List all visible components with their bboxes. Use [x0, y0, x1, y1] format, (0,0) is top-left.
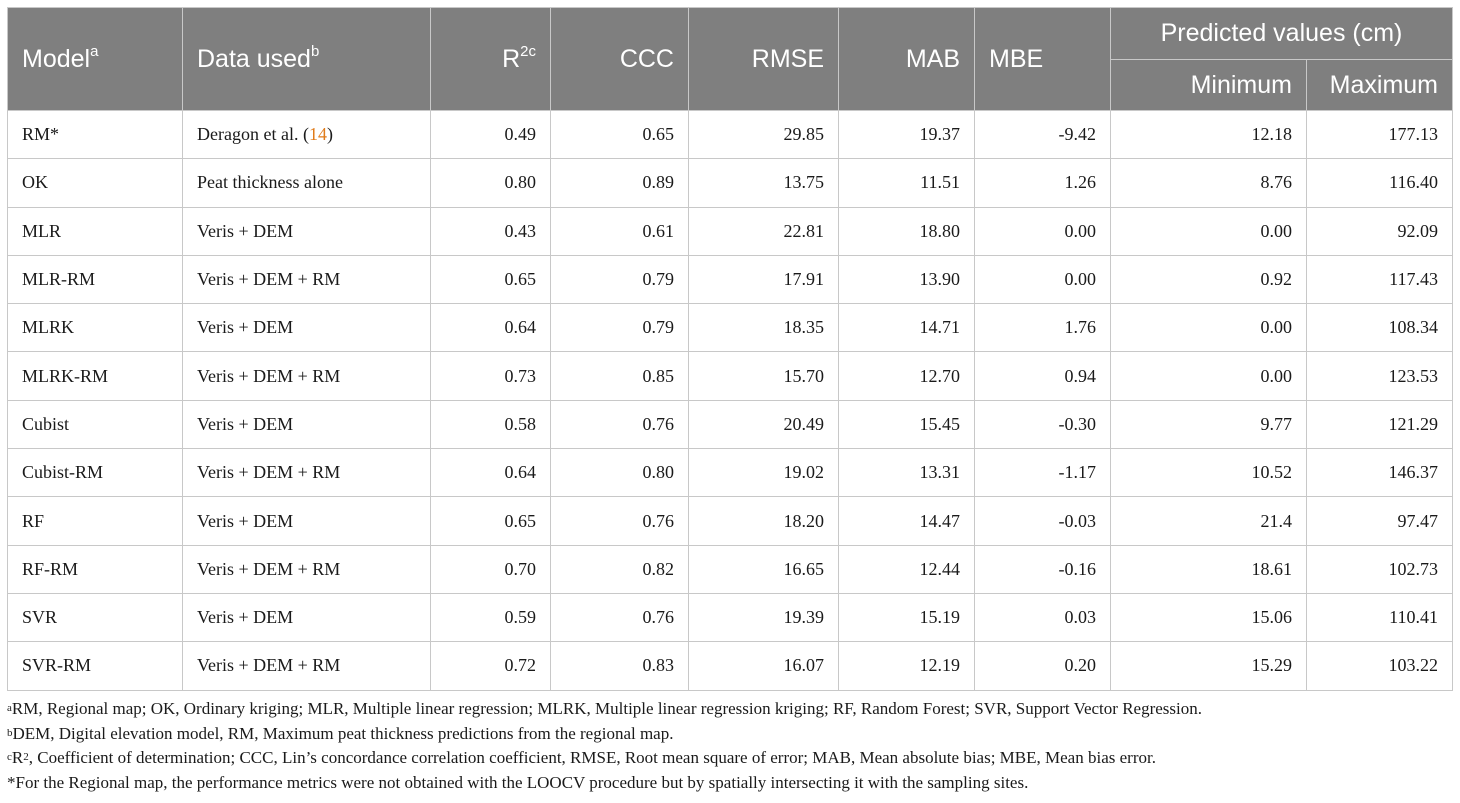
- cell-mbe: -0.30: [975, 400, 1111, 448]
- cell-maximum: 102.73: [1307, 545, 1453, 593]
- cell-r2: 0.64: [431, 449, 551, 497]
- footnote-c-r-exponent: 2: [23, 751, 29, 763]
- cell-maximum: 92.09: [1307, 207, 1453, 255]
- footnote-b-text: DEM, Digital elevation model, RM, Maximum peat thickness predictions from the regional map.: [12, 723, 674, 743]
- cell-data-used: Veris + DEM + RM: [183, 352, 431, 400]
- cell-mab: 12.19: [839, 642, 975, 690]
- cell-minimum: 0.00: [1111, 207, 1307, 255]
- cell-rmse: 19.39: [689, 593, 839, 641]
- table-row: [8, 159, 1453, 207]
- cell-model: OK: [8, 159, 183, 207]
- cell-minimum: 18.61: [1111, 545, 1307, 593]
- cell-rmse: 22.81: [689, 207, 839, 255]
- header-minimum: Minimum: [1111, 60, 1307, 111]
- cell-ccc: 0.80: [551, 449, 689, 497]
- cell-r2: 0.59: [431, 593, 551, 641]
- header-predicted-values: Predicted values (cm): [1111, 8, 1453, 60]
- cell-ccc: 0.85: [551, 352, 689, 400]
- cell-data-used: Veris + DEM + RM: [183, 255, 431, 303]
- cell-mab: 13.90: [839, 255, 975, 303]
- cell-minimum: 0.92: [1111, 255, 1307, 303]
- cell-r2: 0.49: [431, 111, 551, 159]
- cell-ccc: 0.65: [551, 111, 689, 159]
- footnote-a-text: RM, Regional map; OK, Ordinary kriging; MLR, Multiple linear regression; MLRK, Multiple linear regression kriging; RF, Random Forest; SVR, Support Vector Regression.: [11, 699, 1202, 718]
- cell-mab: 13.31: [839, 449, 975, 497]
- cell-r2: 0.72: [431, 642, 551, 690]
- cell-mbe: 1.26: [975, 159, 1111, 207]
- cell-mbe: -1.17: [975, 449, 1111, 497]
- cell-data-used: Peat thickness alone: [183, 159, 431, 207]
- cell-rmse: 17.91: [689, 255, 839, 303]
- cell-rmse: 15.70: [689, 352, 839, 400]
- cell-mab: 14.71: [839, 304, 975, 352]
- header-data-used-label: Data used: [197, 44, 311, 73]
- cell-r2: 0.58: [431, 400, 551, 448]
- cell-rmse: 18.20: [689, 497, 839, 545]
- cell-mbe: -9.42: [975, 111, 1111, 159]
- cell-maximum: 117.43: [1307, 255, 1453, 303]
- header-r2: [431, 8, 551, 111]
- table-row: [8, 111, 1453, 159]
- table-row: [8, 207, 1453, 255]
- cell-minimum: 15.06: [1111, 593, 1307, 641]
- cell-ccc: 0.76: [551, 400, 689, 448]
- header-r2-label: R: [502, 44, 521, 73]
- cell-mab: 19.37: [839, 111, 975, 159]
- cell-rmse: 16.07: [689, 642, 839, 690]
- table-header: [8, 8, 1453, 111]
- header-mbe: MBE: [975, 8, 1111, 111]
- model-performance-table: [7, 7, 1453, 691]
- cell-mbe: 0.20: [975, 642, 1111, 690]
- footnote-a-marker: a: [7, 702, 12, 714]
- table-row: [8, 352, 1453, 400]
- cell-mab: 15.45: [839, 400, 975, 448]
- cell-rmse: 18.35: [689, 304, 839, 352]
- cell-mbe: 1.76: [975, 304, 1111, 352]
- cell-r2: 0.70: [431, 545, 551, 593]
- footnote-b: [7, 722, 1452, 747]
- cell-data-text-end: ): [326, 124, 333, 145]
- cell-model: MLR-RM: [8, 255, 183, 303]
- cell-r2: 0.80: [431, 159, 551, 207]
- header-model-footnote: a: [90, 42, 99, 60]
- table-row: [8, 449, 1453, 497]
- cell-minimum: 15.29: [1111, 642, 1307, 690]
- cell-data-used: Veris + DEM: [183, 400, 431, 448]
- footnote-a: [7, 697, 1452, 722]
- cell-mab: 15.19: [839, 593, 975, 641]
- footnote-c-r: R: [11, 748, 24, 767]
- header-mab: MAB: [839, 8, 975, 111]
- header-model-label: Model: [22, 44, 91, 73]
- header-ccc: CCC: [551, 8, 689, 111]
- cell-data-used: Veris + DEM + RM: [183, 545, 431, 593]
- cell-mbe: 0.94: [975, 352, 1111, 400]
- cell-model: RM*: [8, 111, 183, 159]
- cell-maximum: 146.37: [1307, 449, 1453, 497]
- cell-rmse: 29.85: [689, 111, 839, 159]
- cell-data-used: Veris + DEM: [183, 304, 431, 352]
- cell-model: MLRK: [8, 304, 183, 352]
- cell-r2: 0.65: [431, 255, 551, 303]
- cell-data-used: Veris + DEM: [183, 207, 431, 255]
- cell-r2: 0.64: [431, 304, 551, 352]
- cell-minimum: 0.00: [1111, 304, 1307, 352]
- table-row: [8, 255, 1453, 303]
- footnote-star: *For the Regional map, the performance metrics were not obtained with the LOOCV procedure but by spatially intersecting it with the sampling sites.: [7, 772, 1029, 792]
- cell-mab: 12.70: [839, 352, 975, 400]
- header-r2-footnote: 2c: [520, 42, 536, 60]
- cell-minimum: 12.18: [1111, 111, 1307, 159]
- cell-maximum: 103.22: [1307, 642, 1453, 690]
- cell-rmse: 20.49: [689, 400, 839, 448]
- cell-maximum: 97.47: [1307, 497, 1453, 545]
- cell-minimum: 9.77: [1111, 400, 1307, 448]
- footnote-b-marker: b: [7, 726, 13, 739]
- cell-model: SVR: [8, 593, 183, 641]
- cell-maximum: 123.53: [1307, 352, 1453, 400]
- cell-data-used: Veris + DEM + RM: [183, 449, 431, 497]
- cell-ccc: 0.89: [551, 159, 689, 207]
- cell-mab: 12.44: [839, 545, 975, 593]
- cell-ccc: 0.76: [551, 497, 689, 545]
- header-model: [8, 8, 183, 111]
- table-row: [8, 304, 1453, 352]
- cell-maximum: 108.34: [1307, 304, 1453, 352]
- cell-mbe: -0.03: [975, 497, 1111, 545]
- cell-ccc: 0.76: [551, 593, 689, 641]
- cell-mbe: 0.03: [975, 593, 1111, 641]
- cell-model: MLRK-RM: [8, 352, 183, 400]
- cell-model: MLR: [8, 207, 183, 255]
- cell-r2: 0.43: [431, 207, 551, 255]
- cell-data-used: Veris + DEM + RM: [183, 642, 431, 690]
- cell-rmse: 19.02: [689, 449, 839, 497]
- cell-minimum: 8.76: [1111, 159, 1307, 207]
- results-table-container: [7, 7, 1452, 691]
- cell-mbe: -0.16: [975, 545, 1111, 593]
- cell-minimum: 10.52: [1111, 449, 1307, 497]
- footnote-c-text: , Coefficient of determination; CCC, Lin’s concordance correlation coefficient, RMSE, Root mean square of error; MAB, Mean absolute bias; MBE, Mean bias error.: [28, 748, 1156, 767]
- cell-mab: 11.51: [839, 159, 975, 207]
- cell-data-used: Veris + DEM: [183, 593, 431, 641]
- citation-link[interactable]: 14: [308, 124, 327, 145]
- cell-r2: 0.73: [431, 352, 551, 400]
- cell-maximum: 116.40: [1307, 159, 1453, 207]
- cell-rmse: 16.65: [689, 545, 839, 593]
- cell-ccc: 0.79: [551, 255, 689, 303]
- table-row: [8, 545, 1453, 593]
- cell-maximum: 121.29: [1307, 400, 1453, 448]
- cell-data-used: [183, 111, 431, 159]
- cell-mbe: 0.00: [975, 255, 1111, 303]
- cell-maximum: 110.41: [1307, 593, 1453, 641]
- cell-mab: 14.47: [839, 497, 975, 545]
- table-row: [8, 400, 1453, 448]
- cell-mab: 18.80: [839, 207, 975, 255]
- table-row: [8, 593, 1453, 641]
- footnote-c: [7, 746, 1452, 771]
- cell-model: Cubist: [8, 400, 183, 448]
- header-maximum: Maximum: [1307, 60, 1453, 111]
- cell-mbe: 0.00: [975, 207, 1111, 255]
- cell-model: SVR-RM: [8, 642, 183, 690]
- table-row: [8, 642, 1453, 690]
- cell-data-used: Veris + DEM: [183, 497, 431, 545]
- cell-ccc: 0.79: [551, 304, 689, 352]
- cell-model: RF: [8, 497, 183, 545]
- table-row: [8, 497, 1453, 545]
- footnote-c-marker: c: [7, 751, 12, 763]
- cell-model: RF-RM: [8, 545, 183, 593]
- cell-minimum: 21.4: [1111, 497, 1307, 545]
- header-data-used: [183, 8, 431, 111]
- cell-minimum: 0.00: [1111, 352, 1307, 400]
- cell-model: Cubist-RM: [8, 449, 183, 497]
- header-data-used-footnote: b: [310, 42, 320, 60]
- cell-data-text: Deragon et al. (: [197, 124, 309, 145]
- cell-ccc: 0.61: [551, 207, 689, 255]
- cell-ccc: 0.82: [551, 545, 689, 593]
- header-rmse: RMSE: [689, 8, 839, 111]
- cell-r2: 0.65: [431, 497, 551, 545]
- table-body: [8, 111, 1453, 691]
- cell-rmse: 13.75: [689, 159, 839, 207]
- cell-maximum: 177.13: [1307, 111, 1453, 159]
- table-footnotes: [7, 697, 1452, 795]
- cell-ccc: 0.83: [551, 642, 689, 690]
